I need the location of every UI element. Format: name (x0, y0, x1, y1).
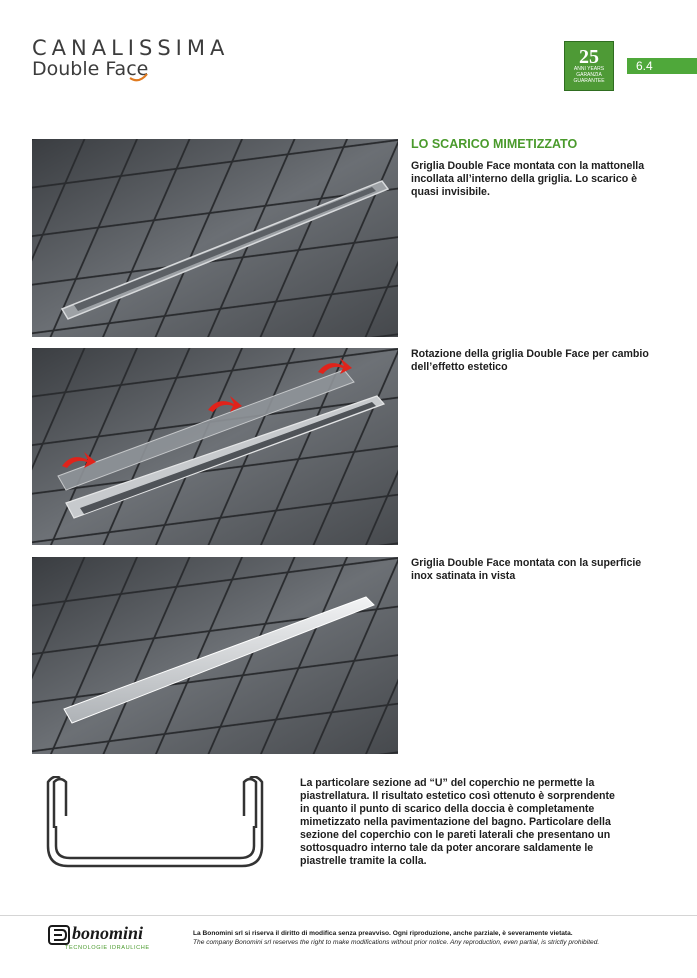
u-profile-drawing (42, 776, 274, 874)
legal-notice-it: La Bonomini srl si riserva il diritto di modifica senza preavviso. Ogni riproduzione, anche parziale, è severamente vietata. (193, 930, 573, 937)
badge-line3: GUARANTEE (573, 78, 605, 84)
caption-stainless: Griglia Double Face montata con la superficie inox satinata in vista (411, 557, 642, 582)
logo-name: bonomini (72, 923, 144, 943)
footer-divider (0, 915, 697, 916)
brand-subtitle: Double Face (32, 58, 149, 80)
legal-notice-en: The company Bonomini srl reserves the right to make modifications without prior notice. Any reproduction, even partial, is strictly prohibited. (193, 939, 600, 946)
brand-swirl-icon (126, 60, 152, 82)
brand-title: CANALISSIMA (32, 36, 230, 60)
caption-concealed-drain: Griglia Double Face montata con la mattonella incollata all’interno della griglia. Lo scarico è quasi invisibile. (411, 160, 645, 198)
badge-number: 25 (579, 46, 599, 68)
logo-tagline: TECNOLOGIE IDRAULICHE (65, 945, 150, 951)
badge-line1: ANNI YEARS (573, 66, 605, 72)
guarantee-badge (564, 41, 614, 91)
caption-rotation: Rotazione della griglia Double Face per cambio dell’effetto estetico (411, 348, 649, 373)
photo-rotating-grille (32, 348, 398, 545)
badge-line2: GARANZIA (576, 72, 602, 78)
bonomini-logo-icon (48, 925, 70, 945)
page-number: 6.4 (627, 58, 697, 74)
photo-stainless-grille (32, 557, 398, 754)
photo-tiled-drain (32, 139, 398, 337)
profile-description: La particolare sezione ad “U” del coperchio ne permette la piastrellatura. Il risultato estetico così ottenuto è sorprendente in quanto il punto di scarico della doccia è completamente mimetizzato nella pavimentazione del bagno. Particolare della sezione del coperchio con le pareti laterali che presentano un sottosquadro interno tale da poter ancorare saldamente le piastrelle tramite la colla. (300, 777, 615, 867)
bonomini-logo (48, 925, 163, 953)
section-title: LO SCARICO MIMETIZZATO (411, 137, 578, 151)
